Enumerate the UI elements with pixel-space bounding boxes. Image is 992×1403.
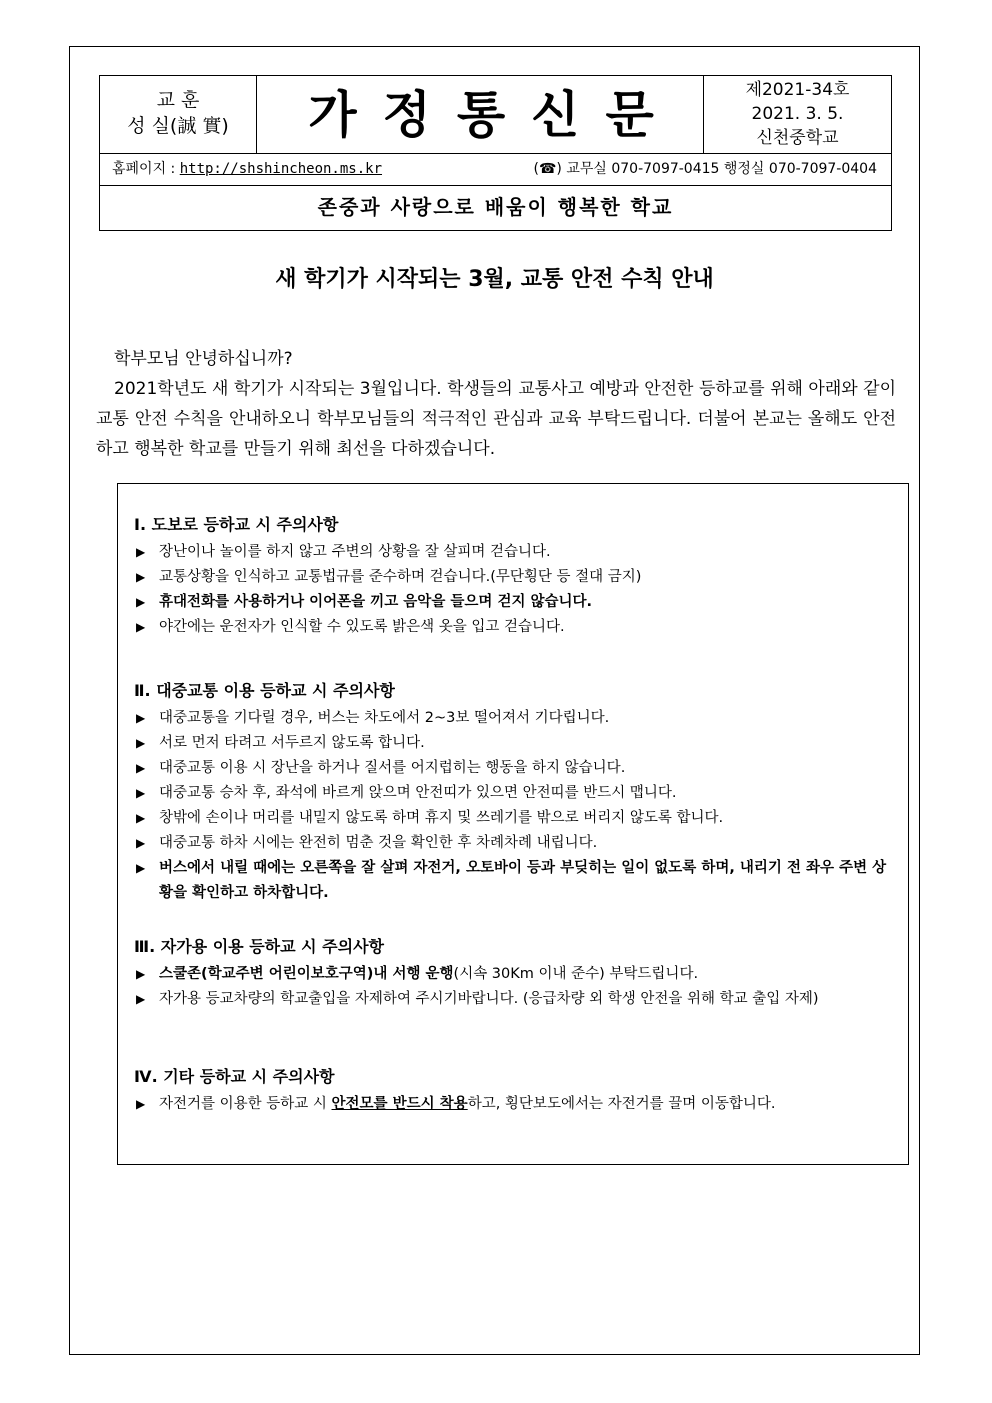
bullet-icon: ▶: [136, 711, 146, 725]
document-title: 가정통신문: [308, 86, 680, 144]
list-item: ▶ 버스에서 내릴 때에는 오른쪽을 잘 살펴 자전거, 오토바이 등과 부딪히는 일이 없도록 하며, 내리기 전 좌우 주변 상황을 확인하고 하차합니다.: [134, 856, 894, 906]
school-name: 신천중학교: [756, 128, 839, 148]
list-item: ▶ 장난이나 놀이를 하지 않고 주변의 상황을 잘 살피며 걷습니다.: [134, 540, 894, 565]
contact-row: [100, 154, 891, 186]
bullet-icon: ▶: [136, 992, 146, 1006]
list-item: ▶ 대중교통 이용 시 장난을 하거나 질서를 어지럽히는 행동을 하지 않습니다.: [134, 756, 894, 781]
list-item: ▶ 대중교통을 기다릴 경우, 버스는 차도에서 2~3보 떨어져서 기다립니다.: [134, 706, 894, 731]
section-title: Ⅰ. 도보로 등하교 시 주의사항: [134, 515, 339, 534]
homepage: [112, 154, 382, 185]
list-item: ▶ 대중교통 승차 후, 좌석에 바르게 앉으며 안전띠가 있으면 안전띠를 반드시 맵니다.: [134, 781, 894, 806]
bullet-icon: ▶: [136, 786, 146, 800]
school-motto: [100, 76, 257, 153]
homepage-link[interactable]: http://shshincheon.ms.kr: [179, 161, 383, 177]
issue-number: 제2021-34호: [745, 80, 850, 100]
intro-text: [96, 344, 896, 464]
section-private-car: [134, 934, 894, 1012]
motto-label: 교 훈: [156, 89, 200, 111]
list-item: ▶ 서로 먼저 타려고 서두르지 않도록 합니다.: [134, 731, 894, 756]
section-walking: [134, 512, 894, 640]
bullet-icon: ▶: [136, 811, 146, 825]
issue-info: [703, 76, 891, 153]
section-public-transit: [134, 678, 894, 906]
bullet-icon: ▶: [136, 967, 146, 981]
safety-rules-box: [117, 483, 909, 1165]
masthead-top-row: [100, 76, 891, 154]
bullet-icon: ▶: [136, 736, 146, 750]
masthead: [99, 75, 892, 231]
list-item: ▶ 대중교통 하차 시에는 완전히 멈춘 것을 확인한 후 차례차례 내립니다.: [134, 831, 894, 856]
school-slogan: 존중과 사랑으로 배움이 행복한 학교: [317, 195, 674, 219]
list-item: ▶ 창밖에 손이나 머리를 내밀지 않도록 하며 휴지 및 쓰레기를 밖으로 버리지 않도록 합니다.: [134, 806, 894, 831]
list-item: ▶ 야간에는 운전자가 인식할 수 있도록 밝은색 옷을 입고 걷습니다.: [134, 615, 894, 640]
section-title: Ⅲ. 자가용 이용 등하교 시 주의사항: [134, 937, 384, 956]
bullet-icon: ▶: [136, 620, 146, 634]
greeting: 학부모님 안녕하십니까?: [114, 349, 293, 369]
bullet-icon: ▶: [136, 545, 146, 559]
list-item: ▶ 교통상황을 인식하고 교통법규를 준수하며 걷습니다.(무단횡단 등 절대 금지): [134, 565, 894, 590]
bullet-icon: ▶: [136, 861, 146, 875]
list-item: ▶ 자전거를 이용한 등하교 시 안전모를 반드시 착용하고, 횡단보도에서는 자전거를 끌며 이동합니다.: [134, 1092, 894, 1117]
bullet-icon: ▶: [136, 761, 146, 775]
motto-value: 성 실(誠 實): [127, 115, 229, 137]
phone-numbers: (☎) 교무실 070-7097-0415 행정실 070-7097-0404: [533, 161, 877, 177]
notice-headline: 새 학기가 시작되는 3월, 교통 안전 수칙 안내: [275, 267, 714, 292]
bullet-icon: ▶: [136, 836, 146, 850]
list-item: ▶ 휴대전화를 사용하거나 이어폰을 끼고 음악을 들으며 걷지 않습니다.: [134, 590, 894, 615]
bullet-icon: ▶: [136, 1097, 146, 1111]
list-item: ▶ 자가용 등교차량의 학교출입을 자제하여 주시기바랍니다. (응급차량 외 학생 안전을 위해 학교 출입 자제): [134, 987, 894, 1012]
section-title: Ⅱ. 대중교통 이용 등하교 시 주의사항: [134, 681, 395, 700]
intro-body: 2021학년도 새 학기가 시작되는 3월입니다. 학생들의 교통사고 예방과 안전한 등하교를 위해 아래와 같이 교통 안전 수칙을 안내하오니 학부모님들의 적극적인 관심과 교육 부탁드립니다. 더불어 본교는 올해도 안전하고 행복한 학교를 만들기 위해 최선을 다하겠습니다.: [96, 379, 896, 459]
section-title: Ⅳ. 기타 등하교 시 주의사항: [134, 1067, 335, 1086]
section-other: [134, 1064, 894, 1117]
bullet-icon: ▶: [136, 570, 146, 584]
issue-date: 2021. 3. 5.: [751, 104, 844, 124]
bullet-icon: ▶: [136, 595, 146, 609]
homepage-label: 홈페이지 :: [112, 161, 176, 177]
list-item: ▶ 스쿨존(학교주변 어린이보호구역)내 서행 운행(시속 30Km 이내 준수) 부탁드립니다.: [134, 962, 894, 987]
